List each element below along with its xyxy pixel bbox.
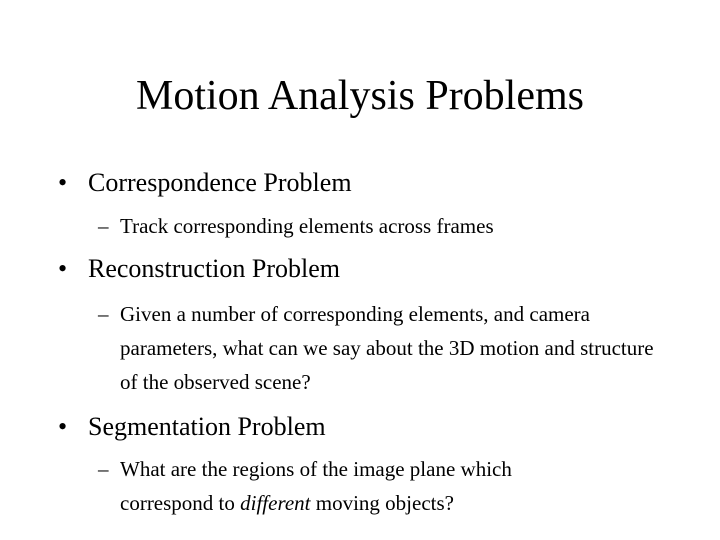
emphasized-word: different xyxy=(240,491,311,515)
sub-bullet-text: Given a number of corresponding elements, and camera parameters, what can we say about the 3D motion and structure of the observed scene? xyxy=(120,302,654,394)
sub-bullet-segmentation xyxy=(98,452,568,520)
bullet-correspondence-problem xyxy=(58,168,352,198)
sub-bullet-marker: – xyxy=(98,302,109,326)
bullet-reconstruction-problem xyxy=(58,254,340,284)
sub-bullet-reconstruction xyxy=(98,297,658,399)
bullet-segmentation-problem xyxy=(58,412,326,442)
sub-bullet-marker: – xyxy=(98,457,109,481)
sub-bullet-correspondence xyxy=(98,209,698,243)
bullet-label: Reconstruction Problem xyxy=(88,254,341,283)
bullet-label: Correspondence Problem xyxy=(88,168,352,197)
bullet-marker: • xyxy=(58,254,68,283)
bullet-label: Segmentation Problem xyxy=(88,412,326,441)
sub-bullet-text xyxy=(98,452,568,520)
sub-bullet-text: Track corresponding elements across frames xyxy=(120,214,494,238)
sub-bullet-marker: – xyxy=(98,214,109,238)
bullet-marker: • xyxy=(58,412,68,441)
slide-title: Motion Analysis Problems xyxy=(135,73,585,119)
sub-bullet-text-end: moving objects? xyxy=(310,491,454,515)
bullet-marker: • xyxy=(58,168,68,197)
sub-bullet-text-start: What are the regions of the image plane which correspond to xyxy=(120,457,512,515)
